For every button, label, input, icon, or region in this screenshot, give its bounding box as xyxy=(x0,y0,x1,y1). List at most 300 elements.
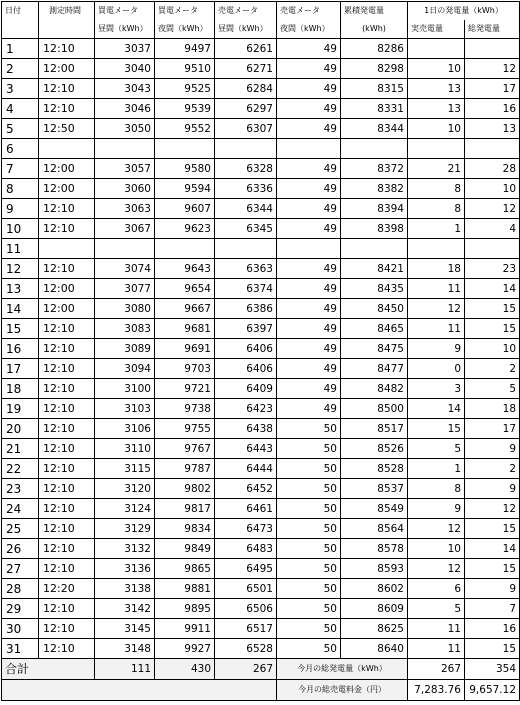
day-cell: 1 xyxy=(2,39,39,59)
day-cell: 17 xyxy=(2,359,39,379)
sold-cell xyxy=(408,39,465,59)
buy-night-cell: 9834 xyxy=(155,519,215,539)
buy-night-cell: 9755 xyxy=(155,419,215,439)
header-unit-sell-day: 昼間（kWh） xyxy=(215,20,277,39)
sell-day-cell: 6461 xyxy=(215,499,277,519)
day-cell: 29 xyxy=(2,599,39,619)
sell-night-cell: 49 xyxy=(277,359,341,379)
buy-night-cell: 9497 xyxy=(155,39,215,59)
buy-day-cell: 3057 xyxy=(95,159,155,179)
buy-night-cell: 9681 xyxy=(155,319,215,339)
header-unit-cumulative: (kWh) xyxy=(341,20,408,39)
table-row xyxy=(2,139,520,159)
revenue-blank xyxy=(2,680,277,701)
cumulative-cell: 8602 xyxy=(341,579,408,599)
header-sell-meter-night: 売電メータ xyxy=(277,2,341,21)
table-row xyxy=(2,379,520,399)
buy-day-cell: 3074 xyxy=(95,259,155,279)
header-row-2 xyxy=(2,20,520,39)
buy-day-cell: 3136 xyxy=(95,559,155,579)
header-buy-meter-night: 買電メータ xyxy=(155,2,215,21)
cumulative-cell: 8394 xyxy=(341,199,408,219)
buy-day-cell: 3040 xyxy=(95,59,155,79)
buy-day-cell: 3124 xyxy=(95,499,155,519)
sell-night-cell: 50 xyxy=(277,579,341,599)
time-cell: 12:10 xyxy=(39,379,95,399)
day-cell: 15 xyxy=(2,319,39,339)
table-row xyxy=(2,179,520,199)
cumulative-cell: 8398 xyxy=(341,219,408,239)
time-cell: 12:10 xyxy=(39,339,95,359)
time-cell: 12:10 xyxy=(39,99,95,119)
monthly-generation-label: 今月の総発電量（kWh） xyxy=(277,659,408,680)
monthly-total-yen: 9,657.12 xyxy=(465,680,520,701)
sell-day-cell: 6261 xyxy=(215,39,277,59)
sell-day-cell: 6409 xyxy=(215,379,277,399)
table-row xyxy=(2,79,520,99)
totals-row xyxy=(2,659,520,680)
sold-cell: 11 xyxy=(408,279,465,299)
buy-day-cell: 3089 xyxy=(95,339,155,359)
day-cell: 27 xyxy=(2,559,39,579)
time-cell: 12:10 xyxy=(39,499,95,519)
monthly-sold-total: 267 xyxy=(408,659,465,680)
sold-cell: 6 xyxy=(408,579,465,599)
buy-day-cell: 3142 xyxy=(95,599,155,619)
sell-day-cell: 6528 xyxy=(215,639,277,659)
sell-night-cell: 50 xyxy=(277,599,341,619)
sold-cell: 21 xyxy=(408,159,465,179)
buy-day-cell: 3060 xyxy=(95,179,155,199)
time-cell: 12:10 xyxy=(39,399,95,419)
cumulative-cell xyxy=(341,239,408,259)
table-row xyxy=(2,419,520,439)
time-cell: 12:10 xyxy=(39,259,95,279)
table-row xyxy=(2,279,520,299)
day-cell: 18 xyxy=(2,379,39,399)
sell-night-cell: 50 xyxy=(277,499,341,519)
sold-cell: 9 xyxy=(408,499,465,519)
total-generation-cell: 12 xyxy=(465,499,520,519)
buy-day-cell xyxy=(95,139,155,159)
header-daily-generation: 1日の発電量（kWh） xyxy=(408,2,520,21)
buy-night-cell: 9881 xyxy=(155,579,215,599)
day-cell: 16 xyxy=(2,339,39,359)
day-cell: 26 xyxy=(2,539,39,559)
buy-night-cell: 9911 xyxy=(155,619,215,639)
sold-cell xyxy=(408,239,465,259)
sell-night-cell: 49 xyxy=(277,339,341,359)
time-cell: 12:10 xyxy=(39,619,95,639)
sell-day-cell: 6284 xyxy=(215,79,277,99)
sold-cell: 0 xyxy=(408,359,465,379)
sell-night-cell: 49 xyxy=(277,159,341,179)
sold-cell xyxy=(408,139,465,159)
header-unit-buy-night: 夜間（kWh） xyxy=(155,20,215,39)
sell-night-cell: 49 xyxy=(277,259,341,279)
total-generation-cell: 9 xyxy=(465,439,520,459)
sold-cell: 9 xyxy=(408,339,465,359)
day-cell: 24 xyxy=(2,499,39,519)
revenue-row xyxy=(2,680,520,701)
buy-day-cell: 3083 xyxy=(95,319,155,339)
time-cell: 12:50 xyxy=(39,119,95,139)
day-cell: 31 xyxy=(2,639,39,659)
buy-night-cell xyxy=(155,139,215,159)
sell-day-cell: 6406 xyxy=(215,359,277,379)
sell-day-cell: 6363 xyxy=(215,259,277,279)
header-buy-meter-day: 買電メータ xyxy=(95,2,155,21)
sold-cell: 10 xyxy=(408,539,465,559)
total-generation-cell: 5 xyxy=(465,379,520,399)
sell-night-cell: 50 xyxy=(277,619,341,639)
sold-cell: 11 xyxy=(408,619,465,639)
total-buy-day: 111 xyxy=(95,659,155,680)
sold-cell: 12 xyxy=(408,559,465,579)
sell-day-cell: 6336 xyxy=(215,179,277,199)
sell-day-cell xyxy=(215,239,277,259)
sell-day-cell: 6444 xyxy=(215,459,277,479)
total-generation-cell xyxy=(465,39,520,59)
sell-night-cell: 49 xyxy=(277,219,341,239)
monthly-revenue-label: 今月の総売電料金（円） xyxy=(277,680,408,701)
sold-cell: 1 xyxy=(408,219,465,239)
buy-night-cell: 9787 xyxy=(155,459,215,479)
sold-cell: 18 xyxy=(408,259,465,279)
sell-night-cell: 49 xyxy=(277,39,341,59)
buy-day-cell: 3115 xyxy=(95,459,155,479)
day-cell: 12 xyxy=(2,259,39,279)
total-generation-cell xyxy=(465,139,520,159)
table-row xyxy=(2,99,520,119)
total-generation-cell: 15 xyxy=(465,299,520,319)
day-cell: 14 xyxy=(2,299,39,319)
cumulative-cell: 8465 xyxy=(341,319,408,339)
time-cell: 12:10 xyxy=(39,39,95,59)
sell-day-cell: 6506 xyxy=(215,599,277,619)
table-row xyxy=(2,459,520,479)
total-generation-cell: 12 xyxy=(465,199,520,219)
buy-night-cell: 9849 xyxy=(155,539,215,559)
cumulative-cell xyxy=(341,139,408,159)
buy-night-cell: 9539 xyxy=(155,99,215,119)
cumulative-cell: 8609 xyxy=(341,599,408,619)
total-generation-cell: 16 xyxy=(465,619,520,639)
total-generation-cell: 15 xyxy=(465,319,520,339)
cumulative-cell: 8549 xyxy=(341,499,408,519)
total-generation-cell: 2 xyxy=(465,459,520,479)
sell-day-cell: 6438 xyxy=(215,419,277,439)
sell-day-cell: 6517 xyxy=(215,619,277,639)
sell-night-cell: 49 xyxy=(277,379,341,399)
sell-night-cell: 50 xyxy=(277,459,341,479)
sold-cell: 8 xyxy=(408,179,465,199)
buy-day-cell: 3106 xyxy=(95,419,155,439)
sold-cell: 8 xyxy=(408,199,465,219)
header-unit-sell-night: 夜間（kWh） xyxy=(277,20,341,39)
time-cell: 12:10 xyxy=(39,519,95,539)
total-generation-cell: 10 xyxy=(465,179,520,199)
total-generation-cell xyxy=(465,239,520,259)
sell-day-cell: 6271 xyxy=(215,59,277,79)
time-cell: 12:00 xyxy=(39,59,95,79)
table-row xyxy=(2,119,520,139)
monthly-sold-yen: 7,283.76 xyxy=(408,680,465,701)
sell-day-cell: 6501 xyxy=(215,579,277,599)
sell-night-cell: 49 xyxy=(277,79,341,99)
buy-day-cell: 3145 xyxy=(95,619,155,639)
time-cell: 12:10 xyxy=(39,199,95,219)
cumulative-cell: 8526 xyxy=(341,439,408,459)
time-cell: 12:10 xyxy=(39,599,95,619)
table-row xyxy=(2,239,520,259)
sell-day-cell: 6297 xyxy=(215,99,277,119)
total-generation-cell: 7 xyxy=(465,599,520,619)
buy-night-cell: 9580 xyxy=(155,159,215,179)
time-cell xyxy=(39,239,95,259)
sell-day-cell: 6328 xyxy=(215,159,277,179)
sell-night-cell: 49 xyxy=(277,279,341,299)
cumulative-cell: 8537 xyxy=(341,479,408,499)
total-generation-cell: 13 xyxy=(465,119,520,139)
day-cell: 22 xyxy=(2,459,39,479)
day-cell: 8 xyxy=(2,179,39,199)
total-generation-cell: 12 xyxy=(465,59,520,79)
sell-day-cell: 6307 xyxy=(215,119,277,139)
buy-night-cell: 9721 xyxy=(155,379,215,399)
total-generation-cell: 14 xyxy=(465,279,520,299)
time-cell: 12:10 xyxy=(39,539,95,559)
sold-cell: 5 xyxy=(408,439,465,459)
total-generation-cell: 4 xyxy=(465,219,520,239)
sell-day-cell: 6345 xyxy=(215,219,277,239)
total-sell-day: 267 xyxy=(215,659,277,680)
buy-day-cell: 3046 xyxy=(95,99,155,119)
table-row xyxy=(2,539,520,559)
buy-day-cell: 3110 xyxy=(95,439,155,459)
cumulative-cell: 8421 xyxy=(341,259,408,279)
day-cell: 11 xyxy=(2,239,39,259)
cumulative-cell: 8315 xyxy=(341,79,408,99)
monthly-generation-total: 354 xyxy=(465,659,520,680)
sell-night-cell: 49 xyxy=(277,319,341,339)
table-row xyxy=(2,299,520,319)
cumulative-cell: 8382 xyxy=(341,179,408,199)
buy-night-cell: 9607 xyxy=(155,199,215,219)
sold-cell: 15 xyxy=(408,419,465,439)
sell-day-cell: 6374 xyxy=(215,279,277,299)
cumulative-cell: 8625 xyxy=(341,619,408,639)
cumulative-cell: 8593 xyxy=(341,559,408,579)
sold-cell: 13 xyxy=(408,99,465,119)
buy-day-cell xyxy=(95,239,155,259)
total-generation-cell: 15 xyxy=(465,559,520,579)
cumulative-cell: 8372 xyxy=(341,159,408,179)
day-cell: 28 xyxy=(2,579,39,599)
table-row xyxy=(2,399,520,419)
day-cell: 25 xyxy=(2,519,39,539)
time-cell: 12:10 xyxy=(39,419,95,439)
buy-day-cell: 3103 xyxy=(95,399,155,419)
total-buy-night: 430 xyxy=(155,659,215,680)
total-generation-cell: 17 xyxy=(465,79,520,99)
buy-day-cell: 3077 xyxy=(95,279,155,299)
cumulative-cell: 8450 xyxy=(341,299,408,319)
table-body xyxy=(2,2,520,701)
sold-cell: 13 xyxy=(408,79,465,99)
buy-night-cell: 9817 xyxy=(155,499,215,519)
buy-night-cell: 9927 xyxy=(155,639,215,659)
sold-cell: 3 xyxy=(408,379,465,399)
time-cell: 12:00 xyxy=(39,279,95,299)
cumulative-cell: 8286 xyxy=(341,39,408,59)
sold-cell: 1 xyxy=(408,459,465,479)
sell-night-cell: 49 xyxy=(277,99,341,119)
time-cell: 12:10 xyxy=(39,639,95,659)
sell-day-cell: 6495 xyxy=(215,559,277,579)
cumulative-cell: 8500 xyxy=(341,399,408,419)
table-row xyxy=(2,219,520,239)
sell-night-cell: 50 xyxy=(277,439,341,459)
table-row xyxy=(2,159,520,179)
buy-day-cell: 3063 xyxy=(95,199,155,219)
header-unit-buy-day: 昼間（kWh） xyxy=(95,20,155,39)
sell-night-cell: 49 xyxy=(277,199,341,219)
buy-day-cell: 3138 xyxy=(95,579,155,599)
buy-day-cell: 3067 xyxy=(95,219,155,239)
table-row xyxy=(2,319,520,339)
sold-cell: 11 xyxy=(408,639,465,659)
cumulative-cell: 8344 xyxy=(341,119,408,139)
buy-day-cell: 3043 xyxy=(95,79,155,99)
day-cell: 30 xyxy=(2,619,39,639)
header-blank xyxy=(2,20,39,39)
day-cell: 5 xyxy=(2,119,39,139)
sell-day-cell: 6483 xyxy=(215,539,277,559)
buy-day-cell: 3037 xyxy=(95,39,155,59)
total-generation-cell: 9 xyxy=(465,479,520,499)
buy-night-cell: 9510 xyxy=(155,59,215,79)
buy-day-cell: 3050 xyxy=(95,119,155,139)
buy-night-cell: 9594 xyxy=(155,179,215,199)
buy-night-cell xyxy=(155,239,215,259)
cumulative-cell: 8482 xyxy=(341,379,408,399)
sell-night-cell: 49 xyxy=(277,59,341,79)
sell-night-cell: 50 xyxy=(277,559,341,579)
table-row xyxy=(2,619,520,639)
table-row xyxy=(2,59,520,79)
buy-night-cell: 9767 xyxy=(155,439,215,459)
day-cell: 21 xyxy=(2,439,39,459)
table-row xyxy=(2,339,520,359)
time-cell: 12:20 xyxy=(39,579,95,599)
sell-day-cell: 6473 xyxy=(215,519,277,539)
buy-night-cell: 9667 xyxy=(155,299,215,319)
buy-night-cell: 9643 xyxy=(155,259,215,279)
sell-night-cell: 50 xyxy=(277,479,341,499)
header-cumulative: 累積発電量 xyxy=(341,2,408,21)
day-cell: 23 xyxy=(2,479,39,499)
table-row xyxy=(2,519,520,539)
buy-night-cell: 9738 xyxy=(155,399,215,419)
table-row xyxy=(2,479,520,499)
sold-cell: 5 xyxy=(408,599,465,619)
sold-cell: 14 xyxy=(408,399,465,419)
sold-cell: 8 xyxy=(408,479,465,499)
day-cell: 20 xyxy=(2,419,39,439)
cumulative-cell: 8477 xyxy=(341,359,408,379)
header-row-1 xyxy=(2,2,520,21)
cumulative-cell: 8528 xyxy=(341,459,408,479)
day-cell: 2 xyxy=(2,59,39,79)
time-cell: 12:10 xyxy=(39,79,95,99)
total-generation-cell: 9 xyxy=(465,579,520,599)
time-cell: 12:00 xyxy=(39,299,95,319)
day-cell: 3 xyxy=(2,79,39,99)
sell-day-cell xyxy=(215,139,277,159)
table-row xyxy=(2,199,520,219)
sell-night-cell: 49 xyxy=(277,399,341,419)
time-cell xyxy=(39,139,95,159)
total-generation-cell: 14 xyxy=(465,539,520,559)
day-cell: 7 xyxy=(2,159,39,179)
sold-cell: 12 xyxy=(408,519,465,539)
buy-night-cell: 9654 xyxy=(155,279,215,299)
buy-day-cell: 3148 xyxy=(95,639,155,659)
total-generation-cell: 17 xyxy=(465,419,520,439)
sell-night-cell: 50 xyxy=(277,539,341,559)
day-cell: 6 xyxy=(2,139,39,159)
total-generation-cell: 23 xyxy=(465,259,520,279)
table-row xyxy=(2,259,520,279)
time-cell: 12:00 xyxy=(39,179,95,199)
buy-night-cell: 9691 xyxy=(155,339,215,359)
day-cell: 10 xyxy=(2,219,39,239)
day-cell: 9 xyxy=(2,199,39,219)
time-cell: 12:10 xyxy=(39,219,95,239)
day-cell: 13 xyxy=(2,279,39,299)
table-row xyxy=(2,639,520,659)
sell-night-cell: 49 xyxy=(277,179,341,199)
sell-night-cell xyxy=(277,139,341,159)
header-date: 日付 xyxy=(2,2,39,21)
total-generation-cell: 28 xyxy=(465,159,520,179)
buy-day-cell: 3094 xyxy=(95,359,155,379)
sell-day-cell: 6452 xyxy=(215,479,277,499)
day-cell: 4 xyxy=(2,99,39,119)
buy-night-cell: 9802 xyxy=(155,479,215,499)
day-cell: 19 xyxy=(2,399,39,419)
buy-day-cell: 3120 xyxy=(95,479,155,499)
sell-day-cell: 6423 xyxy=(215,399,277,419)
header-sell-meter-day: 売電メータ xyxy=(215,2,277,21)
time-cell: 12:00 xyxy=(39,159,95,179)
buy-day-cell: 3080 xyxy=(95,299,155,319)
sell-night-cell: 50 xyxy=(277,639,341,659)
total-generation-cell: 16 xyxy=(465,99,520,119)
sell-day-cell: 6386 xyxy=(215,299,277,319)
total-generation-cell: 2 xyxy=(465,359,520,379)
sold-cell: 11 xyxy=(408,319,465,339)
time-cell: 12:10 xyxy=(39,479,95,499)
table-row xyxy=(2,579,520,599)
buy-night-cell: 9623 xyxy=(155,219,215,239)
sell-day-cell: 6406 xyxy=(215,339,277,359)
sell-night-cell: 50 xyxy=(277,419,341,439)
sell-night-cell: 49 xyxy=(277,119,341,139)
table-row xyxy=(2,439,520,459)
sell-night-cell: 49 xyxy=(277,299,341,319)
